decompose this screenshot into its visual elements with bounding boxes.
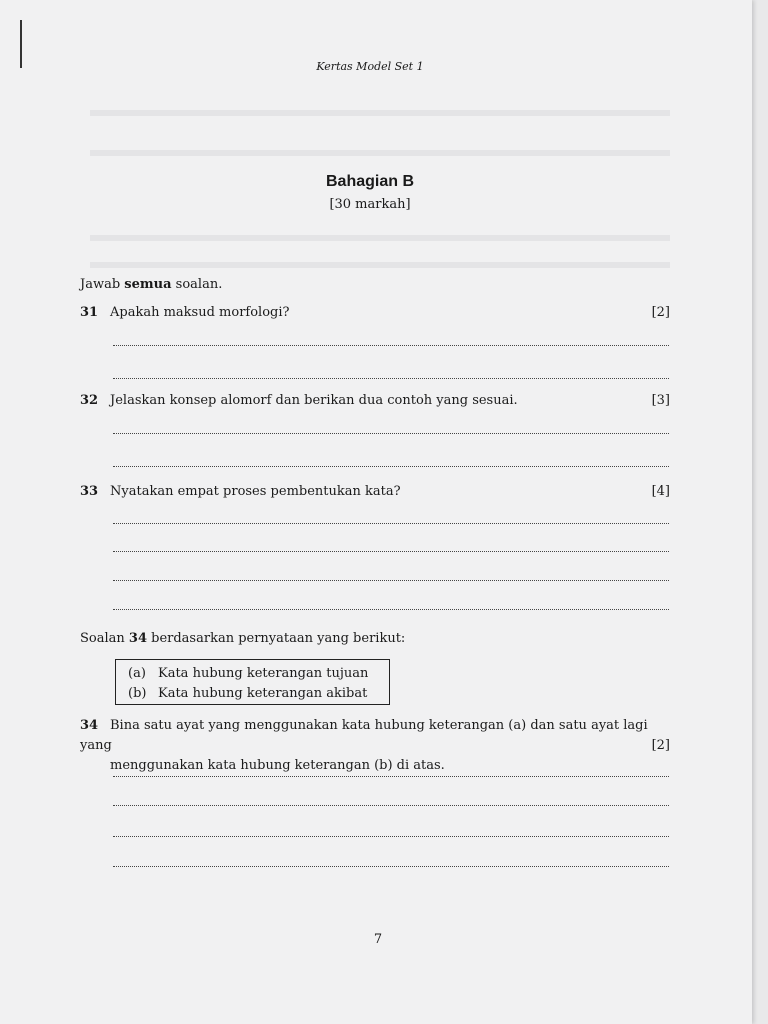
bleed-through [90, 262, 670, 268]
answer-line[interactable] [113, 609, 669, 610]
question-number: 32 [80, 393, 99, 408]
answer-line[interactable] [113, 378, 669, 379]
question-33 [80, 484, 670, 499]
bleed-through [90, 110, 670, 116]
question-mark: [2] [651, 305, 670, 320]
statement-box [115, 659, 390, 705]
answer-line[interactable] [113, 433, 669, 434]
question-mark: [2] [651, 738, 670, 753]
page-number: 7 [373, 932, 383, 947]
answer-line[interactable] [113, 523, 669, 524]
question-text: Nyatakan empat proses pembentukan kata? [110, 484, 401, 499]
answer-line[interactable] [113, 580, 669, 581]
instructions: Jawab semua soalan. [80, 277, 223, 292]
question-34-statement: Soalan 34 berdasarkan pernyataan yang berikut: [80, 631, 406, 646]
question-31 [80, 305, 670, 320]
answer-line[interactable] [113, 345, 669, 346]
statement-item: (a) Kata hubung keterangan tujuan [128, 666, 369, 681]
question-number: 31 [80, 305, 99, 320]
question-text-continued: menggunakan kata hubung keterangan (b) di atas. [110, 758, 445, 773]
answer-line[interactable] [113, 466, 669, 467]
answer-line[interactable] [113, 776, 669, 777]
question-text: Bina satu ayat yang menggunakan kata hubung keterangan (a) dan satu ayat lagi yang [80, 718, 648, 753]
bleed-through [90, 235, 670, 241]
answer-line[interactable] [113, 836, 669, 837]
section-marks: [30 markah] [329, 197, 411, 212]
question-mark: [4] [651, 484, 670, 499]
question-number: 33 [80, 484, 99, 499]
answer-line[interactable] [113, 805, 669, 806]
bleed-through [90, 150, 670, 156]
page-header: Kertas Model Set 1 [316, 60, 424, 73]
question-34 [80, 716, 670, 776]
question-text: Jelaskan konsep alomorf dan berikan dua contoh yang sesuai. [110, 393, 518, 408]
question-32 [80, 393, 670, 408]
section-title: Bahagian B [325, 173, 414, 190]
question-mark: [3] [651, 393, 670, 408]
answer-line[interactable] [113, 866, 669, 867]
answer-line[interactable] [113, 551, 669, 552]
question-number: 34 [80, 718, 99, 733]
statement-item: (b) Kata hubung keterangan akibat [128, 686, 368, 701]
question-text: Apakah maksud morfologi? [110, 305, 290, 320]
